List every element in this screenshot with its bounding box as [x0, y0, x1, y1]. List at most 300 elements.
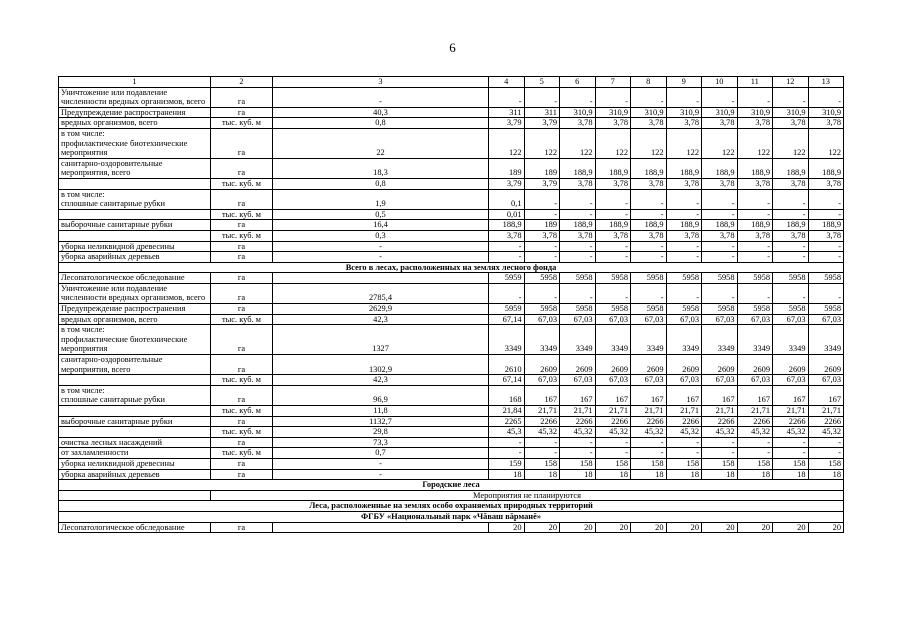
year-value: 20 — [595, 522, 631, 533]
table-row — [59, 209, 844, 220]
total-volume: - — [273, 469, 489, 480]
unit: тыс. куб. м — [211, 314, 273, 325]
activity-name — [59, 230, 211, 241]
year-value: - — [560, 448, 596, 459]
year-value: - — [808, 437, 844, 448]
unit: га — [211, 107, 273, 118]
year-value: 5958 — [737, 304, 773, 315]
table-row — [59, 87, 844, 107]
unit: тыс. куб. м — [211, 427, 273, 438]
total-volume: 29,8 — [273, 427, 489, 438]
year-value: 3,78 — [595, 230, 631, 241]
year-value: 20 — [524, 522, 560, 533]
year-value: 310,9 — [808, 107, 844, 118]
table-row — [59, 273, 844, 284]
year-value: - — [702, 448, 738, 459]
year-value: 188,9 — [631, 220, 667, 231]
year-value: 45,32 — [631, 427, 667, 438]
table-row — [59, 355, 844, 375]
year-value: 188,9 — [631, 158, 667, 178]
year-value: 3349 — [808, 325, 844, 355]
year-value: 167 — [702, 385, 738, 405]
year-value: - — [737, 448, 773, 459]
year-value: 3,79 — [489, 118, 525, 129]
year-value: - — [524, 437, 560, 448]
year-value: - — [773, 87, 809, 107]
table-row — [59, 427, 844, 438]
year-value: 3,78 — [808, 178, 844, 189]
year-value: 5958 — [560, 273, 596, 284]
year-value: 3,78 — [560, 118, 596, 129]
year-value: - — [560, 437, 596, 448]
year-value: 2609 — [595, 355, 631, 375]
year-value: 2266 — [808, 416, 844, 427]
column-number: 11 — [737, 77, 773, 88]
year-value: 45,3 — [489, 427, 525, 438]
table-row — [59, 375, 844, 386]
year-value: 18 — [702, 469, 738, 480]
total-volume: 96,9 — [273, 385, 489, 405]
activity-name — [59, 325, 211, 355]
section-heading: Всего в лесах, расположенных на землях лесного фонда — [59, 262, 844, 273]
table-row — [59, 241, 844, 252]
year-value: - — [737, 437, 773, 448]
unit: га — [211, 252, 273, 263]
year-value: 3349 — [595, 325, 631, 355]
activity-text: санитарно-оздоровительные мероприятия, всего — [61, 158, 165, 178]
year-value: 20 — [631, 522, 667, 533]
year-value: 122 — [702, 128, 738, 158]
column-number: 7 — [595, 77, 631, 88]
year-value: - — [702, 209, 738, 220]
year-value: 168 — [489, 385, 525, 405]
table-row — [59, 178, 844, 189]
activity-text: Лесопатологическое обследование — [61, 522, 185, 532]
year-value: 189 — [524, 220, 560, 231]
activity-text: в том числе: сплошные санитарные рубки — [61, 189, 165, 209]
activity-text: Лесопатологическое обследование — [61, 273, 185, 283]
year-value: 5958 — [524, 304, 560, 315]
year-value: 188,9 — [595, 220, 631, 231]
year-value: 189 — [524, 158, 560, 178]
activity-name — [59, 416, 211, 427]
year-value: 5958 — [666, 273, 702, 284]
year-value: 3349 — [560, 325, 596, 355]
year-value: - — [560, 252, 596, 263]
year-value: 159 — [489, 458, 525, 469]
unit: га — [211, 220, 273, 231]
section-heading: Городские леса — [59, 480, 844, 491]
year-value: - — [560, 241, 596, 252]
year-value: 21,71 — [595, 406, 631, 417]
table-row — [59, 262, 844, 273]
activity-name — [59, 458, 211, 469]
year-value: 122 — [524, 128, 560, 158]
year-value: 3,78 — [666, 230, 702, 241]
activity-text: Предупреждение распространения — [61, 304, 186, 314]
year-value: 3349 — [524, 325, 560, 355]
unit: тыс. куб. м — [211, 230, 273, 241]
column-number: 13 — [808, 77, 844, 88]
year-value: 18 — [808, 469, 844, 480]
year-value: 2609 — [560, 355, 596, 375]
year-value: 3349 — [489, 325, 525, 355]
year-value: - — [631, 189, 667, 209]
total-volume: 11,8 — [273, 406, 489, 417]
year-value: - — [631, 252, 667, 263]
year-value: 18 — [773, 469, 809, 480]
table-row — [59, 501, 844, 512]
year-value: 158 — [808, 458, 844, 469]
year-value: 122 — [773, 128, 809, 158]
total-volume: 40,3 — [273, 107, 489, 118]
year-value: - — [808, 189, 844, 209]
year-value: 188,9 — [489, 220, 525, 231]
year-value: - — [666, 209, 702, 220]
section-heading: Леса, расположенные на землях особо охраняемых природных территорий — [59, 501, 844, 512]
table-row — [59, 107, 844, 118]
year-value: 21,71 — [560, 406, 596, 417]
year-value: 3,78 — [595, 118, 631, 129]
year-value: - — [702, 252, 738, 263]
table-row — [59, 416, 844, 427]
year-value: 18 — [524, 469, 560, 480]
table-row — [59, 511, 844, 522]
year-value: 67,03 — [631, 375, 667, 386]
year-value: 21,71 — [524, 406, 560, 417]
year-value: 3,78 — [773, 118, 809, 129]
year-value: - — [489, 283, 525, 303]
activity-text: в том числе: профилактические биотехнические мероприятия — [61, 325, 188, 354]
year-value: 167 — [808, 385, 844, 405]
year-value: 67,03 — [595, 375, 631, 386]
year-value: 5958 — [773, 304, 809, 315]
year-value: 3,78 — [666, 178, 702, 189]
year-value: - — [737, 209, 773, 220]
year-value: - — [666, 437, 702, 448]
year-value: 2609 — [773, 355, 809, 375]
year-value: 5958 — [631, 304, 667, 315]
year-value: 5959 — [489, 304, 525, 315]
year-value: 3,78 — [808, 230, 844, 241]
year-value: - — [489, 437, 525, 448]
year-value: 158 — [631, 458, 667, 469]
year-value: 188,9 — [666, 158, 702, 178]
activity-text: очистка лесных насаждений — [61, 437, 162, 447]
table-row — [59, 480, 844, 491]
section-heading: ФГБУ «Национальный парк «Чăваш вăрманĕ» — [59, 511, 844, 522]
year-value: - — [773, 209, 809, 220]
total-volume: - — [273, 87, 489, 107]
year-value: 188,9 — [560, 220, 596, 231]
year-value: 45,32 — [773, 427, 809, 438]
year-value: - — [808, 209, 844, 220]
table-row — [59, 490, 844, 501]
year-value: - — [737, 189, 773, 209]
unit: га — [211, 304, 273, 315]
year-value: - — [808, 283, 844, 303]
year-value: 3,78 — [702, 178, 738, 189]
year-value: 67,03 — [737, 375, 773, 386]
unit: га — [211, 458, 273, 469]
table-row — [59, 458, 844, 469]
column-number: 10 — [702, 77, 738, 88]
year-value: - — [631, 448, 667, 459]
year-value: 67,03 — [631, 314, 667, 325]
year-value: 2609 — [524, 355, 560, 375]
year-value: 2266 — [524, 416, 560, 427]
year-value: 21,71 — [737, 406, 773, 417]
year-value: 310,9 — [773, 107, 809, 118]
year-value: 18 — [737, 469, 773, 480]
year-value: - — [560, 189, 596, 209]
year-value: - — [631, 87, 667, 107]
total-volume — [273, 273, 489, 284]
year-value: - — [524, 448, 560, 459]
year-value: 3349 — [702, 325, 738, 355]
year-value: - — [773, 189, 809, 209]
year-value: 3,78 — [631, 230, 667, 241]
activity-text: в том числе: профилактические биотехнические мероприятия — [61, 128, 188, 158]
table-row — [59, 189, 844, 209]
table-row — [59, 448, 844, 459]
unit: тыс. куб. м — [211, 209, 273, 220]
year-value: 67,03 — [524, 314, 560, 325]
year-value: 122 — [666, 128, 702, 158]
year-value: 0,01 — [489, 209, 525, 220]
year-value: 0,1 — [489, 189, 525, 209]
table-row — [59, 230, 844, 241]
year-value: - — [560, 209, 596, 220]
year-value: 45,32 — [808, 427, 844, 438]
total-volume: 1,9 — [273, 189, 489, 209]
year-value: 167 — [666, 385, 702, 405]
year-value: 188,9 — [773, 158, 809, 178]
year-value: 67,03 — [808, 375, 844, 386]
year-value: 2265 — [489, 416, 525, 427]
year-value: - — [737, 241, 773, 252]
year-value: 67,03 — [702, 375, 738, 386]
activity-name — [59, 128, 211, 158]
activity-name — [59, 406, 211, 417]
activity-text: Уничтожение или подавление численности вредных организмов, всего — [61, 283, 206, 303]
year-value: 3,78 — [666, 118, 702, 129]
total-volume: 0,8 — [273, 118, 489, 129]
unit: тыс. куб. м — [211, 406, 273, 417]
year-value: 2610 — [489, 355, 525, 375]
page-number: 6 — [449, 40, 456, 55]
year-value: 2266 — [595, 416, 631, 427]
activity-text: Уничтожение или подавление численности вредных организмов, всего — [61, 87, 206, 107]
year-value: 45,32 — [666, 427, 702, 438]
year-value: 2609 — [737, 355, 773, 375]
activity-name — [59, 107, 211, 118]
year-value: 67,03 — [666, 314, 702, 325]
year-value: 3,78 — [808, 118, 844, 129]
year-value: 20 — [666, 522, 702, 533]
year-value: 158 — [737, 458, 773, 469]
unit: га — [211, 241, 273, 252]
year-value: 167 — [524, 385, 560, 405]
table-row — [59, 158, 844, 178]
year-value: 21,71 — [702, 406, 738, 417]
activity-text: уборка неликвидной древесины — [61, 458, 175, 468]
total-volume: 0,7 — [273, 448, 489, 459]
year-value: 311 — [489, 107, 525, 118]
unit: га — [211, 158, 273, 178]
column-number: 5 — [524, 77, 560, 88]
table-row — [59, 314, 844, 325]
empty-cell — [59, 490, 211, 501]
year-value: - — [773, 252, 809, 263]
year-value: 67,03 — [808, 314, 844, 325]
year-value: 122 — [595, 128, 631, 158]
total-volume: 42,3 — [273, 375, 489, 386]
year-value: 67,03 — [524, 375, 560, 386]
activity-text: выборочные санитарные рубки — [61, 220, 173, 230]
total-volume: - — [273, 252, 489, 263]
activity-name — [59, 273, 211, 284]
activity-name — [59, 375, 211, 386]
year-value: 167 — [631, 385, 667, 405]
year-value: 158 — [666, 458, 702, 469]
total-volume: 1327 — [273, 325, 489, 355]
year-value: 3,78 — [560, 178, 596, 189]
year-value: 158 — [773, 458, 809, 469]
year-value: 310,9 — [560, 107, 596, 118]
year-value: - — [666, 87, 702, 107]
unit: га — [211, 469, 273, 480]
year-value: 310,9 — [631, 107, 667, 118]
year-value: 5958 — [773, 273, 809, 284]
year-value: - — [524, 209, 560, 220]
year-value: 67,14 — [489, 314, 525, 325]
activity-name — [59, 178, 211, 189]
year-value: 20 — [560, 522, 596, 533]
activity-text: уборка аварийных деревьев — [61, 252, 160, 262]
year-value: 18 — [631, 469, 667, 480]
activity-name — [59, 448, 211, 459]
activity-text: уборка аварийных деревьев — [61, 469, 160, 479]
table-row — [59, 522, 844, 533]
year-value: 188,9 — [737, 220, 773, 231]
year-value: 67,03 — [737, 314, 773, 325]
year-value: - — [595, 87, 631, 107]
total-volume: 0,8 — [273, 178, 489, 189]
total-volume: 2629,9 — [273, 304, 489, 315]
year-value: 158 — [524, 458, 560, 469]
year-value: 188,9 — [666, 220, 702, 231]
year-value: - — [595, 437, 631, 448]
year-value: - — [595, 189, 631, 209]
year-value: 67,03 — [773, 375, 809, 386]
year-value: 122 — [560, 128, 596, 158]
year-value: 188,9 — [737, 158, 773, 178]
year-value: 67,03 — [560, 375, 596, 386]
year-value: 311 — [524, 107, 560, 118]
year-value: 45,32 — [595, 427, 631, 438]
column-number: 3 — [273, 77, 489, 88]
year-value: 18 — [666, 469, 702, 480]
year-value: 188,9 — [560, 158, 596, 178]
year-value: 189 — [489, 158, 525, 178]
year-value: 5958 — [595, 273, 631, 284]
year-value: 3,79 — [524, 178, 560, 189]
activity-name — [59, 355, 211, 375]
year-value: - — [560, 283, 596, 303]
total-volume: - — [273, 458, 489, 469]
unit: га — [211, 437, 273, 448]
year-value: - — [524, 283, 560, 303]
unit: га — [211, 273, 273, 284]
unit: га — [211, 416, 273, 427]
year-value: 21,71 — [666, 406, 702, 417]
year-value: 67,03 — [560, 314, 596, 325]
total-volume: 42,3 — [273, 314, 489, 325]
activity-name — [59, 283, 211, 303]
table-row — [59, 406, 844, 417]
year-value: - — [631, 437, 667, 448]
year-value: 21,71 — [773, 406, 809, 417]
year-value: - — [489, 448, 525, 459]
year-value: 158 — [560, 458, 596, 469]
table-row — [59, 118, 844, 129]
year-value: 167 — [773, 385, 809, 405]
total-volume: 0,3 — [273, 230, 489, 241]
year-value: 3349 — [737, 325, 773, 355]
activity-text: уборка неликвидной древесины — [61, 241, 175, 251]
year-value: 122 — [489, 128, 525, 158]
year-value: 2266 — [560, 416, 596, 427]
activity-name — [59, 220, 211, 231]
year-value: 2266 — [666, 416, 702, 427]
activity-name — [59, 252, 211, 263]
column-number: 6 — [560, 77, 596, 88]
year-value: 3,78 — [773, 230, 809, 241]
year-value: - — [808, 87, 844, 107]
year-value: 18 — [560, 469, 596, 480]
year-value: 310,9 — [737, 107, 773, 118]
year-value: 3,79 — [524, 118, 560, 129]
note-cell: Мероприятия не планируются — [211, 490, 844, 501]
activity-text: санитарно-оздоровительные мероприятия, всего — [61, 355, 165, 374]
year-value: - — [595, 283, 631, 303]
year-value: 67,03 — [595, 314, 631, 325]
year-value: 5958 — [524, 273, 560, 284]
total-volume: 0,5 — [273, 209, 489, 220]
activity-name — [59, 314, 211, 325]
year-value: - — [524, 87, 560, 107]
total-volume: 73,3 — [273, 437, 489, 448]
column-number: 1 — [59, 77, 211, 88]
unit: тыс. куб. м — [211, 118, 273, 129]
year-value: - — [702, 437, 738, 448]
table-row — [59, 128, 844, 158]
year-value: 5958 — [560, 304, 596, 315]
year-value: 158 — [702, 458, 738, 469]
year-value: - — [631, 241, 667, 252]
year-value: 21,84 — [489, 406, 525, 417]
year-value: - — [524, 189, 560, 209]
activity-name — [59, 118, 211, 129]
activity-name — [59, 241, 211, 252]
year-value: 5958 — [737, 273, 773, 284]
activity-text: выборочные санитарные рубки — [61, 416, 173, 426]
year-value: 3,78 — [631, 118, 667, 129]
table-row — [59, 283, 844, 303]
unit: га — [211, 283, 273, 303]
year-value: 3,78 — [737, 118, 773, 129]
